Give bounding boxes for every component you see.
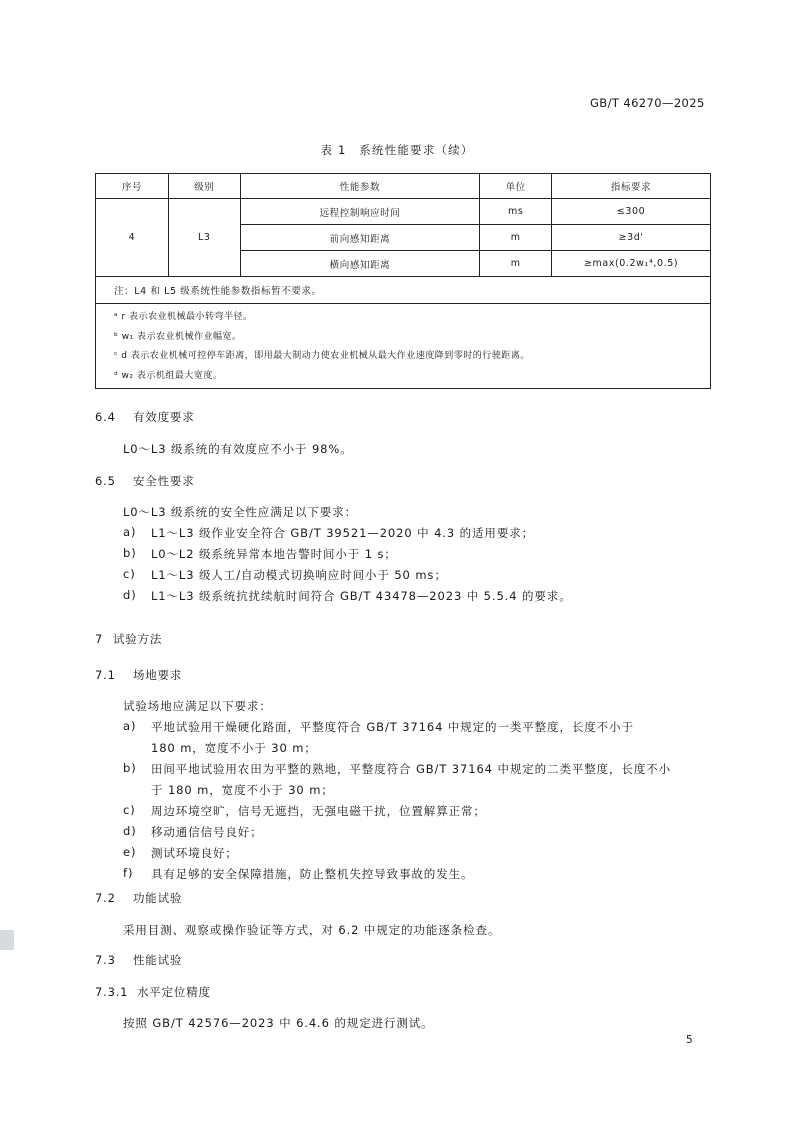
table-note-row <box>96 277 711 304</box>
section-number: 7 <box>95 632 104 646</box>
cell-requirement: ≤300 <box>552 199 711 225</box>
page-number: 5 <box>686 1034 693 1046</box>
list-text: L1～L3 级作业安全符合 GB/T 39521—2020 中 4.3 的适用要求； <box>151 526 535 540</box>
list-label: c) <box>123 803 136 817</box>
list-item <box>123 866 474 882</box>
list-item <box>123 546 397 562</box>
cell-param: 前向感知距离 <box>240 225 480 251</box>
table-note: 注：L4 和 L5 级系统性能参数指标暂不要求。 <box>96 277 711 304</box>
list-text: 测试环境良好； <box>151 846 238 860</box>
section-heading-7-3-1 <box>95 984 211 1000</box>
table-footnote-row <box>96 304 711 389</box>
section-title: 试验方法 <box>113 632 163 646</box>
list-label: d) <box>123 824 137 838</box>
list-label: d) <box>123 588 137 602</box>
section-title: 功能试验 <box>133 891 183 905</box>
list-text: 田间平地试验用农田为平整的熟地，平整度符合 GB/T 37164 中规定的二类平整度，长度不小 <box>151 762 672 776</box>
table-row <box>96 199 711 225</box>
paragraph: 采用目测、观察或操作验证等方式，对 6.2 中规定的功能逐条检查。 <box>123 923 501 937</box>
list-label: b) <box>123 546 137 560</box>
list-text: 平地试验用干燥硬化路面，平整度符合 GB/T 37164 中规定的一类平整度，长度不小于 <box>151 720 634 734</box>
cell-seq: 4 <box>96 199 169 277</box>
table-caption: 表 1 系统性能要求（续） <box>320 143 474 157</box>
list-item-continuation: 于 180 m，宽度不小于 30 m； <box>151 783 334 797</box>
section-title: 水平定位精度 <box>137 985 211 999</box>
table-header-row <box>96 174 711 199</box>
footnote-c: ᶜ d 表示农业机械可控停车距离，即用最大制动力使农业机械从最大作业速度降到零时的行驶距离。 <box>114 351 530 361</box>
list-label: f) <box>123 866 134 880</box>
cell-unit: m <box>480 225 552 251</box>
section-number: 7.1 <box>95 668 116 682</box>
list-item <box>123 719 634 735</box>
list-item <box>123 761 672 777</box>
footnote-b: ᵇ w₁ 表示农业机械作业幅宽。 <box>114 331 242 342</box>
cell-param: 横向感知距离 <box>240 251 480 277</box>
cell-unit: ms <box>480 199 552 225</box>
list-text: L0～L2 级系统异常本地告警时间小于 1 s； <box>151 547 397 561</box>
list-text: L1～L3 级系统抗扰续航时间符合 GB/T 43478—2023 中 5.5.4 的要求。 <box>151 589 572 603</box>
section-title: 有效度要求 <box>133 410 195 424</box>
section-number: 6.4 <box>95 410 116 424</box>
footnote-d: ᵈ w₂ 表示机组最大宽度。 <box>114 370 223 381</box>
cell-requirement: ≥max(0.2w₁⁴,0.5) <box>552 251 711 277</box>
standard-number: GB/T 46270—2025 <box>590 96 705 110</box>
section-number: 6.5 <box>95 474 116 488</box>
section-heading-7-2 <box>95 890 182 906</box>
list-item <box>123 525 535 541</box>
list-label: c) <box>123 567 136 581</box>
list-item-continuation: 180 m，宽度不小于 30 m； <box>151 741 317 755</box>
list-item <box>123 567 447 583</box>
cell-requirement: ≥3d' <box>552 225 711 251</box>
list-item <box>123 803 486 819</box>
table-footnotes <box>96 304 711 389</box>
section-number: 7.3 <box>95 953 116 967</box>
paragraph: 试验场地应满足以下要求： <box>123 699 272 713</box>
list-label: a) <box>123 719 137 733</box>
cell-unit: m <box>480 251 552 277</box>
section-heading-7-3 <box>95 952 182 968</box>
list-text: 移动通信信号良好； <box>151 825 263 839</box>
section-title: 安全性要求 <box>133 474 195 488</box>
paragraph: L0～L3 级系统的有效度应不小于 98%。 <box>123 442 353 456</box>
section-title: 场地要求 <box>133 668 183 682</box>
list-text: L1～L3 级人工/自动模式切换响应时间小于 50 ms； <box>151 568 447 582</box>
header-cell-seq: 序号 <box>96 174 169 199</box>
section-heading-7-1 <box>95 667 182 683</box>
watermark-stamp <box>0 930 14 950</box>
header-cell-level: 级别 <box>168 174 240 199</box>
header-cell-param: 性能参数 <box>240 174 480 199</box>
cell-param: 远程控制响应时间 <box>240 199 480 225</box>
paragraph: 按照 GB/T 42576—2023 中 6.4.6 的规定进行测试。 <box>123 1016 434 1030</box>
paragraph: L0～L3 级系统的安全性应满足以下要求： <box>123 505 358 519</box>
header-cell-requirement: 指标要求 <box>552 174 711 199</box>
section-heading-6-4 <box>95 409 195 425</box>
footnote-a: ᵃ r 表示农业机械最小转弯半径。 <box>114 312 253 322</box>
system-performance-table <box>95 173 711 389</box>
section-title: 性能试验 <box>133 953 183 967</box>
section-number: 7.3.1 <box>95 985 129 999</box>
chapter-heading-7 <box>95 631 162 647</box>
list-item <box>123 845 238 861</box>
list-item <box>123 588 572 604</box>
list-text: 具有足够的安全保障措施，防止整机失控导致事故的发生。 <box>151 867 474 881</box>
list-label: a) <box>123 525 137 539</box>
header-cell-unit: 单位 <box>480 174 552 199</box>
cell-level: L3 <box>168 199 240 277</box>
list-text: 周边环境空旷，信号无遮挡，无强电磁干扰，位置解算正常； <box>151 804 486 818</box>
list-label: b) <box>123 761 137 775</box>
list-item <box>123 824 263 840</box>
section-heading-6-5 <box>95 473 195 489</box>
section-number: 7.2 <box>95 891 116 905</box>
list-label: e) <box>123 845 137 859</box>
